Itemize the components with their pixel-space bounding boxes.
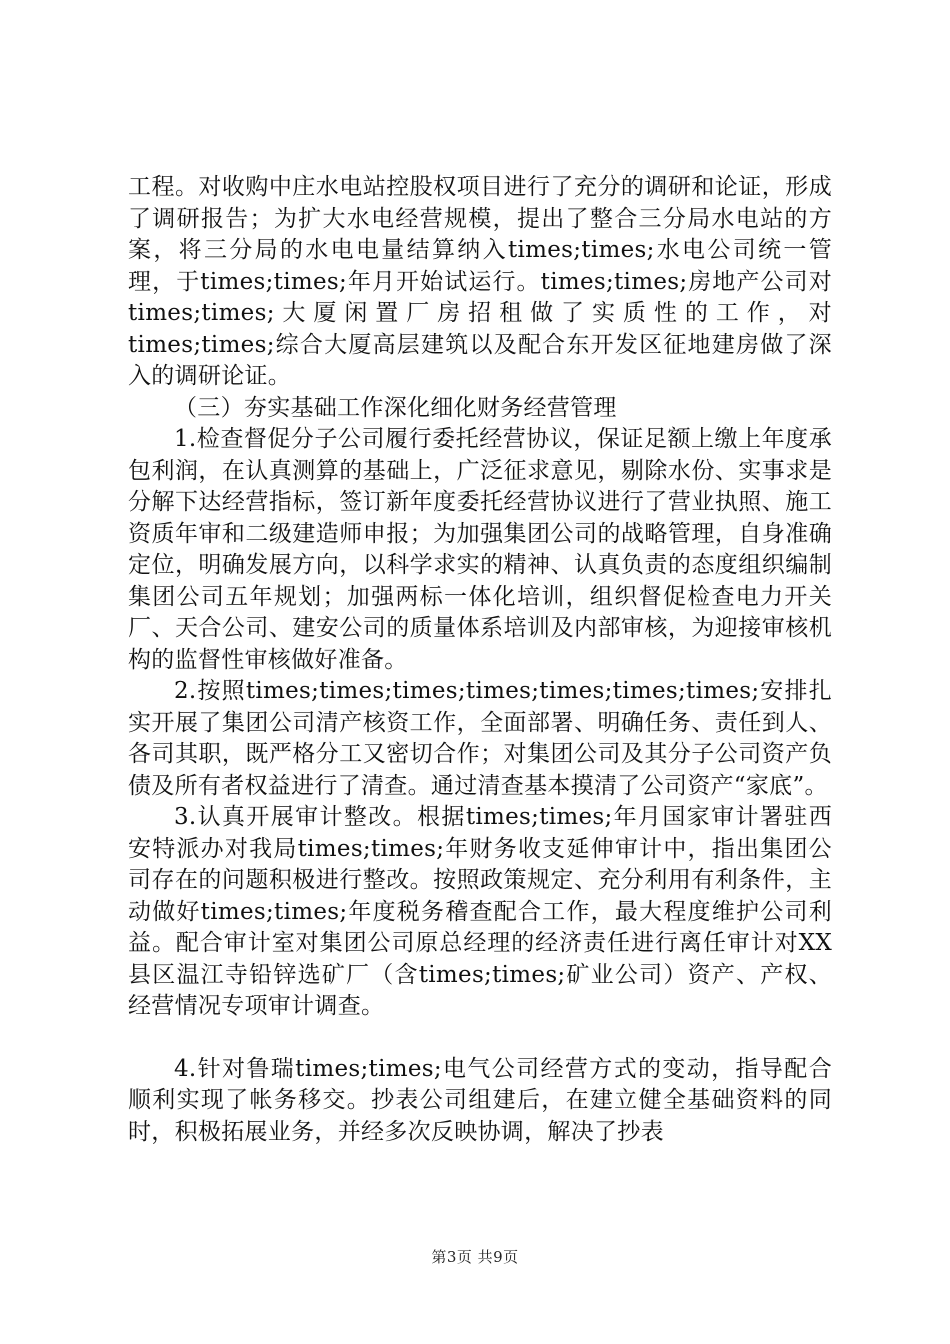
paragraph-item-3: 3.认真开展审计整改。根据times;times;年月国家审计署驻西安特派办对我局times;times;年财务收支延伸审计中，指出集团公司存在的问题积极进行整改。按照政策规定、充分利用有利条件，主动做好times;times;年度税务稽查配合工作，最大程度维护公司利益。配合审计室对集团公司原总经理的经济责任进行离任审计对XX县区温江寺铅锌选矿厂（含times;times;矿业公司）资产、产权、经营情况专项审计调查。 <box>128 804 832 1019</box>
paragraph-continued-text: 工程。对收购中庄水电站控股权项目进行了充分的调研和论证，形成了调研报告；为扩大水电经营规模，提出了整合三分局水电站的方案，将三分局的水电电量结算纳入times;times;水电公司统一管理，于times;times;年月开始试运行。times;times;房地产公司对times;times;大厦闲置厂房招租做了实质性的工作，对times;times;综合大厦高层建筑以及配合东开发区征地建房做了深入的调研论证。 <box>128 174 832 389</box>
paragraph-item-2: 2.按照times;times;times;times;times;times;times;安排扎实开展了集团公司清产核资工作，全面部署、明确任务、责任到人、各司其职，既严格分工又密切合作；对集团公司及其分子公司资产负债及所有者权益进行了清查。通过清查基本摸清了公司资产“家底”。 <box>128 678 832 799</box>
paragraph-spacer <box>128 1023 832 1054</box>
page-number-footer: 第3页 共9页 <box>431 1248 519 1266</box>
paragraph-item-4: 4.针对鲁瑞times;times;电气公司经营方式的变动，指导配合顺利实现了帐务移交。抄表公司组建后，在建立健全基础资料的同时，积极拓展业务，并经多次反映协调，解决了抄表 <box>128 1055 832 1145</box>
section-heading: （三）夯实基础工作深化细化财务经营管理 <box>174 394 617 421</box>
document-body <box>128 172 832 1148</box>
paragraph-item-1: 1.检查督促分子公司履行委托经营协议，保证足额上缴上年度承包利润，在认真测算的基础上，广泛征求意见，剔除水份、实事求是分解下达经营指标，签订新年度委托经营协议进行了营业执照、施工资质年审和二级建造师申报；为加强集团公司的战略管理，自身准确定位，明确发展方向，以科学求实的精神、认真负责的态度组织编制集团公司五年规划；加强两标一体化培训，组织督促检查电力开关厂、天合公司、建安公司的质量体系培训及内部审核，为迎接审核机构的监督性审核做好准备。 <box>128 426 832 673</box>
